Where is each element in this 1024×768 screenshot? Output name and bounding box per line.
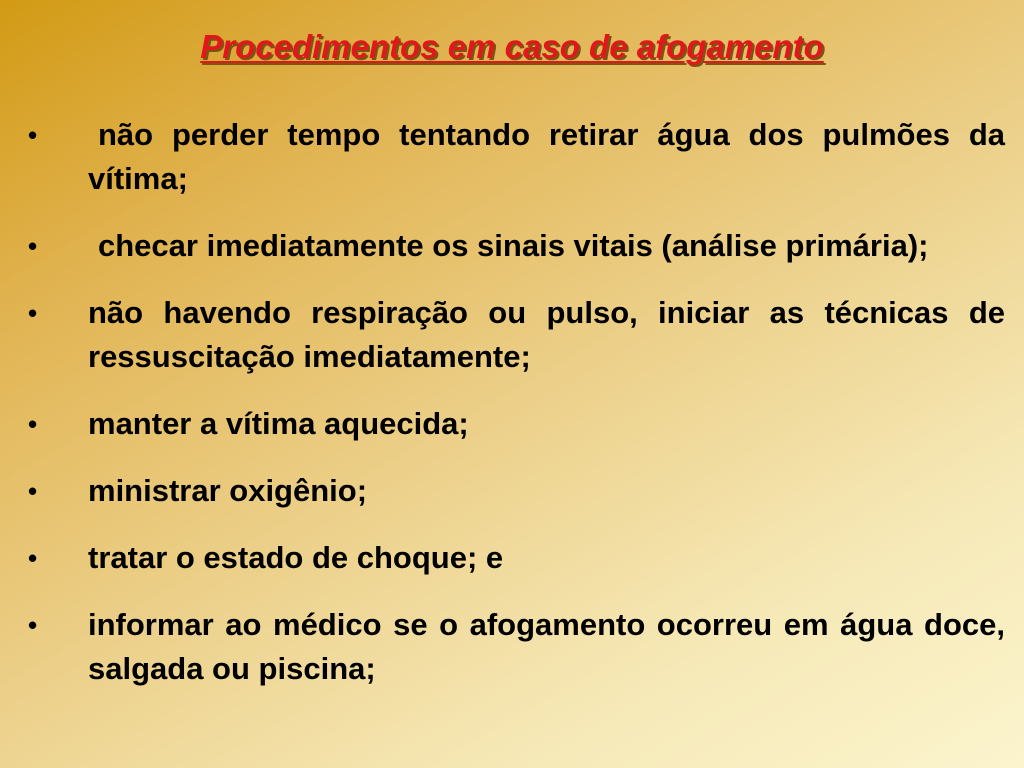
slide-title-container [0,28,1024,66]
list-item [28,603,1005,691]
list-item-text: checar imediatamente os sinais vitais (análise primária); [98,228,929,263]
slide-title: Procedimentos em caso de afogamento [200,28,824,65]
bullet-icon: • [28,476,38,506]
list-item [28,291,1005,379]
list-item-text: não havendo respiração ou pulso, iniciar as técnicas de ressuscitação imediatamente; [88,295,1005,374]
bullet-icon: • [28,120,38,150]
bullet-icon: • [28,409,38,439]
list-item [28,536,1005,580]
list-item [28,113,1005,201]
list-item [28,402,1005,446]
bullet-list [28,113,1005,691]
list-item-text: informar ao médico se o afogamento ocorreu em água doce, salgada ou piscina; [88,607,1005,686]
list-item-text: manter a vítima aquecida; [88,406,469,441]
bullet-icon: • [28,231,38,261]
bullet-icon: • [28,298,38,328]
list-item-text: não perder tempo tentando retirar água dos pulmões da vítima; [88,117,1005,196]
bullet-icon: • [28,543,38,573]
list-item-text: ministrar oxigênio; [88,473,368,508]
list-item [28,224,1005,268]
bullet-icon: • [28,610,38,640]
list-item-text: tratar o estado de choque; e [88,540,504,575]
list-item [28,469,1005,513]
